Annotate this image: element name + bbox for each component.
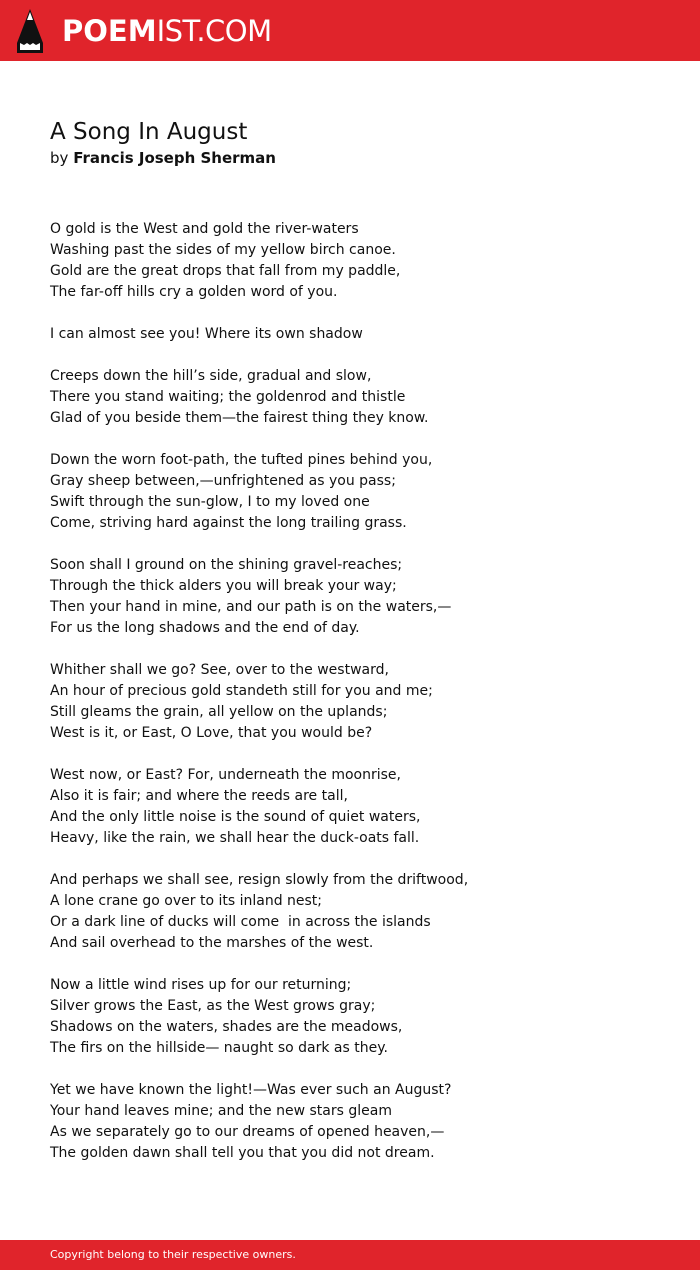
poem-line: The firs on the hillside— naught so dark as they. (50, 1040, 388, 1056)
stanza (50, 975, 670, 1059)
poem-line: Swift through the sun-glow, I to my loved one (50, 494, 370, 510)
poem-line: Still gleams the grain, all yellow on the uplands; (50, 704, 388, 720)
poem-line: And sail overhead to the marshes of the west. (50, 935, 374, 951)
poem-line: Silver grows the East, as the West grows gray; (50, 998, 376, 1014)
poem-line: And perhaps we shall see, resign slowly from the driftwood, (50, 872, 469, 888)
site-footer (0, 1240, 700, 1270)
byline (50, 148, 276, 169)
poem-line: Washing past the sides of my yellow birch canoe. (50, 242, 396, 258)
poem-line: West now, or East? For, underneath the moonrise, (50, 767, 401, 783)
poem-line: O gold is the West and gold the river-waters (50, 221, 359, 237)
poem-line: Your hand leaves mine; and the new stars gleam (50, 1103, 392, 1119)
poem-line: Soon shall I ground on the shining gravel-reaches; (50, 557, 403, 573)
poem-line: Also it is fair; and where the reeds are tall, (50, 788, 348, 804)
copyright-text: Copyright belong to their respective owners. (50, 1248, 296, 1261)
poem-line: Then your hand in mine, and our path is on the waters,— (50, 599, 452, 615)
stanza (50, 555, 670, 639)
pencil-tip-icon[interactable] (17, 9, 43, 53)
poem-line: Glad of you beside them—the fairest thing they know. (50, 410, 429, 426)
poem-line: A lone crane go over to its inland nest; (50, 893, 323, 909)
stanza (50, 450, 670, 534)
poem-line: And the only little noise is the sound of quiet waters, (50, 809, 421, 825)
poem-line: Through the thick alders you will break your way; (50, 578, 397, 594)
poem-line: Shadows on the waters, shades are the meadows, (50, 1019, 403, 1035)
poem-title: A Song In August (50, 119, 248, 145)
poem-line: There you stand waiting; the goldenrod and thistle (50, 389, 406, 405)
stanza (50, 660, 670, 744)
site-header (0, 0, 700, 61)
poem-line: For us the long shadows and the end of day. (50, 620, 360, 636)
poem-line: Gold are the great drops that fall from my paddle, (50, 263, 401, 279)
poem-line: Now a little wind rises up for our returning; (50, 977, 352, 993)
stanza (50, 219, 670, 303)
poem-line: The golden dawn shall tell you that you did not dream. (50, 1145, 435, 1161)
poem-line: Down the worn foot-path, the tufted pines behind you, (50, 452, 433, 468)
poem-line: Heavy, like the rain, we shall hear the duck-oats fall. (50, 830, 420, 846)
poem-line: As we separately go to our dreams of opened heaven,— (50, 1124, 445, 1140)
poem-line: Come, striving hard against the long trailing grass. (50, 515, 407, 531)
poem-line: West is it, or East, O Love, that you would be? (50, 725, 373, 741)
poem-line: An hour of precious gold standeth still for you and me; (50, 683, 433, 699)
brand-bold: POEM (62, 14, 157, 48)
stanza (50, 765, 670, 849)
byline-prefix: by (50, 149, 69, 167)
poem-line: Gray sheep between,—unfrightened as you pass; (50, 473, 396, 489)
site-logo[interactable] (62, 12, 272, 50)
stanza (50, 1080, 670, 1164)
poem-author: Francis Joseph Sherman (73, 149, 276, 167)
poem-body (50, 219, 670, 1185)
poem-line: Or a dark line of ducks will come in across the islands (50, 914, 431, 930)
stanza (50, 366, 670, 429)
poem-line: The far-off hills cry a golden word of you. (50, 284, 338, 300)
brand-light: IST.COM (156, 14, 272, 48)
poem-line: Creeps down the hill’s side, gradual and slow, (50, 368, 372, 384)
poem-line: Whither shall we go? See, over to the westward, (50, 662, 389, 678)
poem-line: I can almost see you! Where its own shadow (50, 326, 363, 342)
poem-line: Yet we have known the light!—Was ever such an August? (50, 1082, 452, 1098)
stanza (50, 324, 670, 345)
stanza (50, 870, 670, 954)
